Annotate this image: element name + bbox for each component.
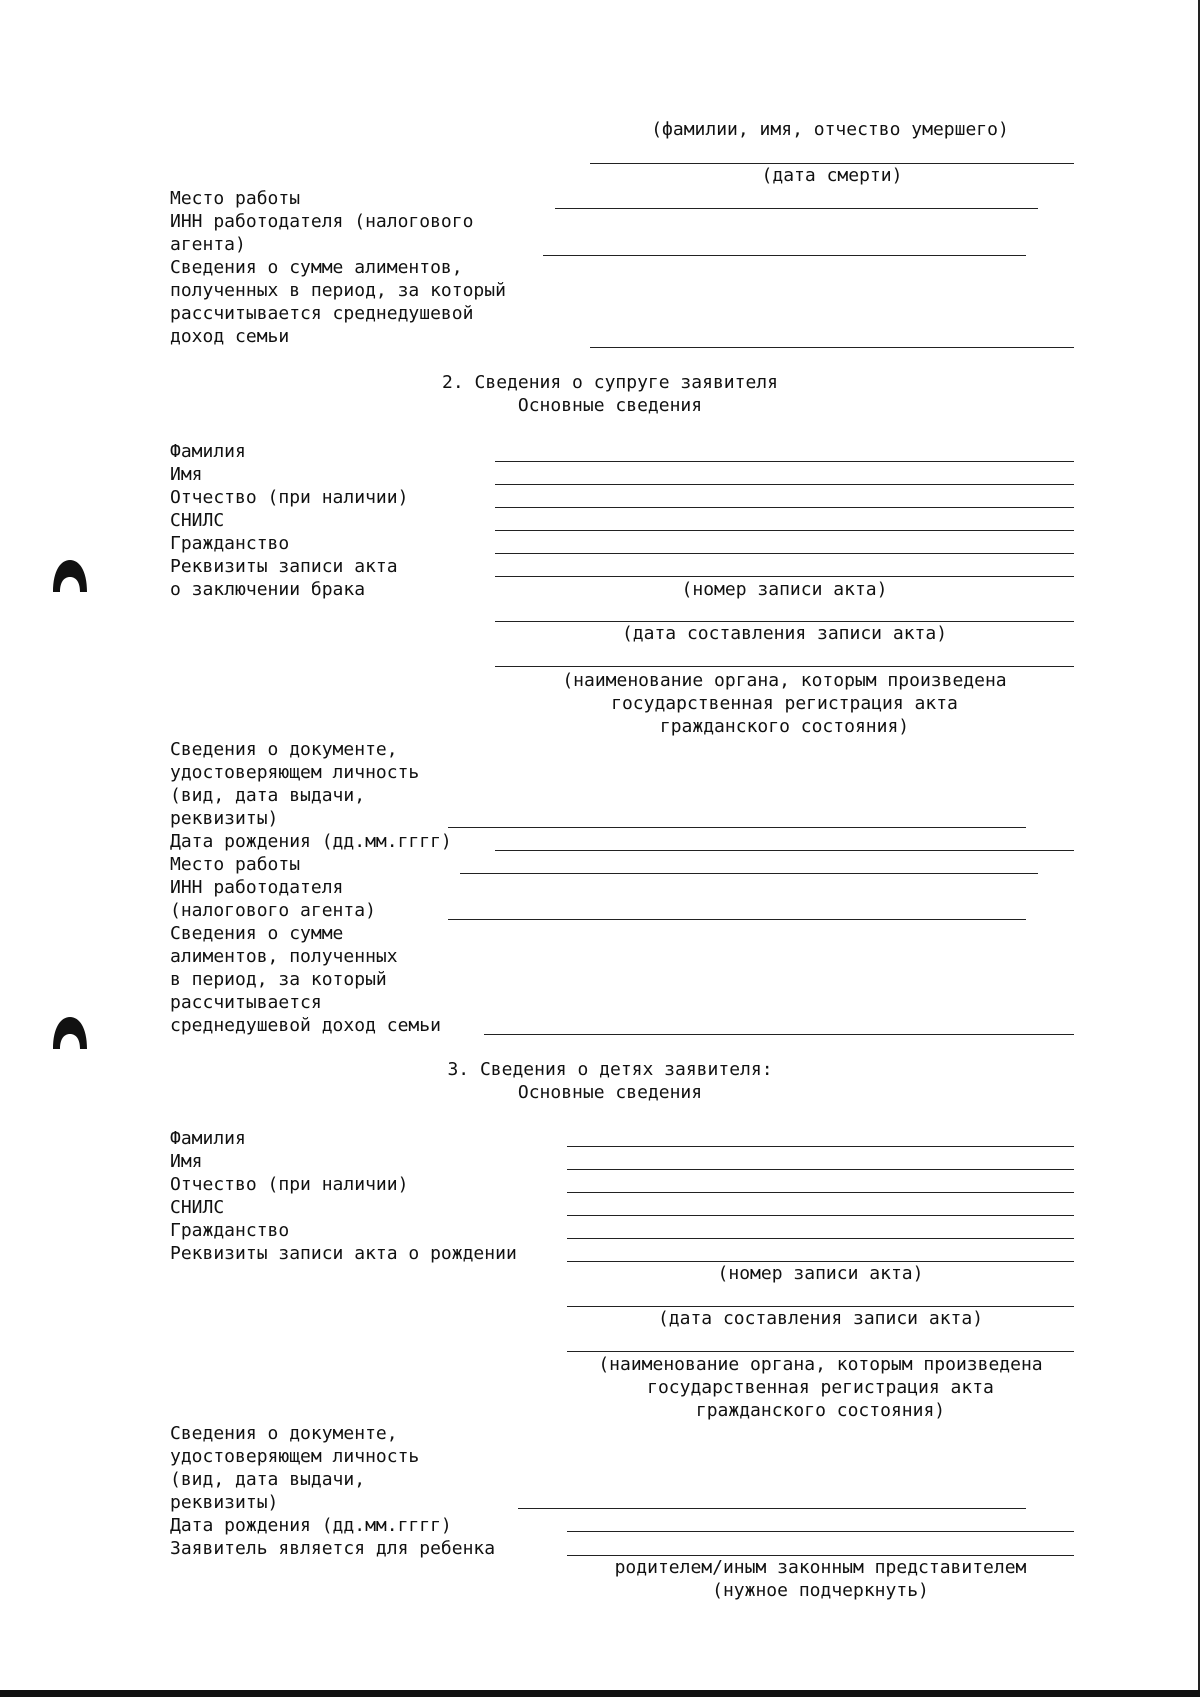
label-child-doc-4: реквизиты) <box>170 1492 279 1513</box>
role-options[interactable]: родителем/иным законным представителем <box>614 1557 1027 1578</box>
inn-line[interactable] <box>543 255 1026 256</box>
label-spouse-inn: ИНН работодателя <box>170 877 344 898</box>
spouse-snils-line[interactable] <box>495 530 1074 531</box>
label-spouse-alimony-2: алиментов, полученных <box>170 946 398 967</box>
label-alimony: Сведения о сумме алиментов, <box>170 257 463 278</box>
birth-act-organ-line[interactable] <box>567 1351 1074 1352</box>
child-snils-line[interactable] <box>567 1215 1074 1216</box>
label-marriage-act: Реквизиты записи акта <box>170 556 398 577</box>
label-spouse-patronymic: Отчество (при наличии) <box>170 487 409 508</box>
caption-organ: (наименование органа, которым произведена <box>562 670 1007 691</box>
child-name-line[interactable] <box>567 1169 1074 1170</box>
spouse-birth-date-line[interactable] <box>495 850 1074 851</box>
child-doc-line[interactable] <box>518 1508 1026 1509</box>
label-spouse-birth-date: Дата рождения (дд.мм.гггг) <box>170 831 452 852</box>
label-spouse-alimony-4: рассчитывается <box>170 992 322 1013</box>
caption-child-act-number: (номер записи акта) <box>717 1263 924 1284</box>
label-child-doc: Сведения о документе, <box>170 1423 398 1444</box>
label-child-citizenship: Гражданство <box>170 1220 290 1241</box>
label-spouse-alimony-3: в период, за который <box>170 969 387 990</box>
label-marriage-act-cont: о заключении брака <box>170 579 366 600</box>
label-spouse-alimony-5: среднедушевой доход семьи <box>170 1015 441 1036</box>
spouse-doc-line[interactable] <box>448 827 1026 828</box>
label-child-doc-3: (вид, дата выдачи, <box>170 1469 366 1490</box>
label-alimony-2: полученных в период, за который <box>170 280 506 301</box>
spouse-citizenship-line[interactable] <box>495 553 1074 554</box>
child-surname-line[interactable] <box>567 1146 1074 1147</box>
label-child-birth-date: Дата рождения (дд.мм.гггг) <box>170 1515 452 1536</box>
workplace-line[interactable] <box>555 208 1038 209</box>
label-spouse-alimony: Сведения о сумме <box>170 923 344 944</box>
section2-subheading: Основные сведения <box>517 395 703 416</box>
spouse-workplace-line[interactable] <box>460 873 1038 874</box>
caption-child-organ-2: государственная регистрация акта <box>647 1377 994 1398</box>
label-inn: ИНН работодателя (налогового <box>170 211 474 232</box>
label-alimony-4: доход семьи <box>170 326 290 347</box>
label-birth-act: Реквизиты записи акта о рождении <box>170 1243 517 1264</box>
label-alimony-3: рассчитывается среднедушевой <box>170 303 474 324</box>
label-inn-cont: агента) <box>170 234 246 255</box>
caption-child-organ-3: гражданского состояния) <box>695 1400 946 1421</box>
alimony-line[interactable] <box>590 347 1074 348</box>
hole-punch-icon <box>53 560 87 592</box>
label-child-patronymic: Отчество (при наличии) <box>170 1174 409 1195</box>
section3-heading: 3. Сведения о детях заявителя: <box>447 1059 773 1080</box>
label-spouse-workplace: Место работы <box>170 854 301 875</box>
label-spouse-snils: СНИЛС <box>170 510 225 531</box>
label-spouse-doc-4: реквизиты) <box>170 808 279 829</box>
caption-death-date: (дата смерти) <box>761 165 903 186</box>
label-spouse-doc-2: удостоверяющем личность <box>170 762 420 783</box>
caption-act-date: (дата составления записи акта) <box>621 623 948 644</box>
caption-deceased-name: (фамилии, имя, отчество умершего) <box>651 119 1009 140</box>
child-birth-date-line[interactable] <box>567 1531 1074 1532</box>
spouse-inn-line[interactable] <box>448 919 1026 920</box>
label-spouse-doc: Сведения о документе, <box>170 739 398 760</box>
spouse-alimony-line[interactable] <box>484 1034 1074 1035</box>
label-spouse-doc-3: (вид, дата выдачи, <box>170 785 366 806</box>
label-spouse-name: Имя <box>170 464 203 485</box>
label-child-name: Имя <box>170 1151 203 1172</box>
section3-subheading: Основные сведения <box>517 1082 703 1103</box>
spouse-patronymic-line[interactable] <box>495 507 1074 508</box>
child-citizenship-line[interactable] <box>567 1238 1074 1239</box>
hole-punch-icon <box>53 1017 87 1049</box>
label-child-doc-2: удостоверяющем личность <box>170 1446 420 1467</box>
spouse-name-line[interactable] <box>495 484 1074 485</box>
underline-note: (нужное подчеркнуть) <box>712 1580 929 1601</box>
label-spouse-citizenship: Гражданство <box>170 533 290 554</box>
caption-organ-2: государственная регистрация акта <box>611 693 958 714</box>
caption-child-act-date: (дата составления записи акта) <box>657 1308 984 1329</box>
marriage-act-number-line[interactable] <box>495 576 1074 577</box>
caption-child-organ: (наименование органа, которым произведена <box>598 1354 1043 1375</box>
caption-organ-3: гражданского состояния) <box>659 716 910 737</box>
marriage-act-organ-line[interactable] <box>495 666 1074 667</box>
label-spouse-inn-2: (налогового агента) <box>170 900 376 921</box>
label-spouse-surname: Фамилия <box>170 441 246 462</box>
section2-heading: 2. Сведения о супруге заявителя <box>442 372 778 393</box>
scan-bottom-edge <box>0 1690 1200 1697</box>
label-child-surname: Фамилия <box>170 1128 246 1149</box>
child-patronymic-line[interactable] <box>567 1192 1074 1193</box>
spouse-surname-line[interactable] <box>495 461 1074 462</box>
label-workplace: Место работы <box>170 188 301 209</box>
label-child-snils: СНИЛС <box>170 1197 225 1218</box>
label-applicant-is: Заявитель является для ребенка <box>170 1538 496 1559</box>
caption-act-number: (номер записи акта) <box>681 579 888 600</box>
